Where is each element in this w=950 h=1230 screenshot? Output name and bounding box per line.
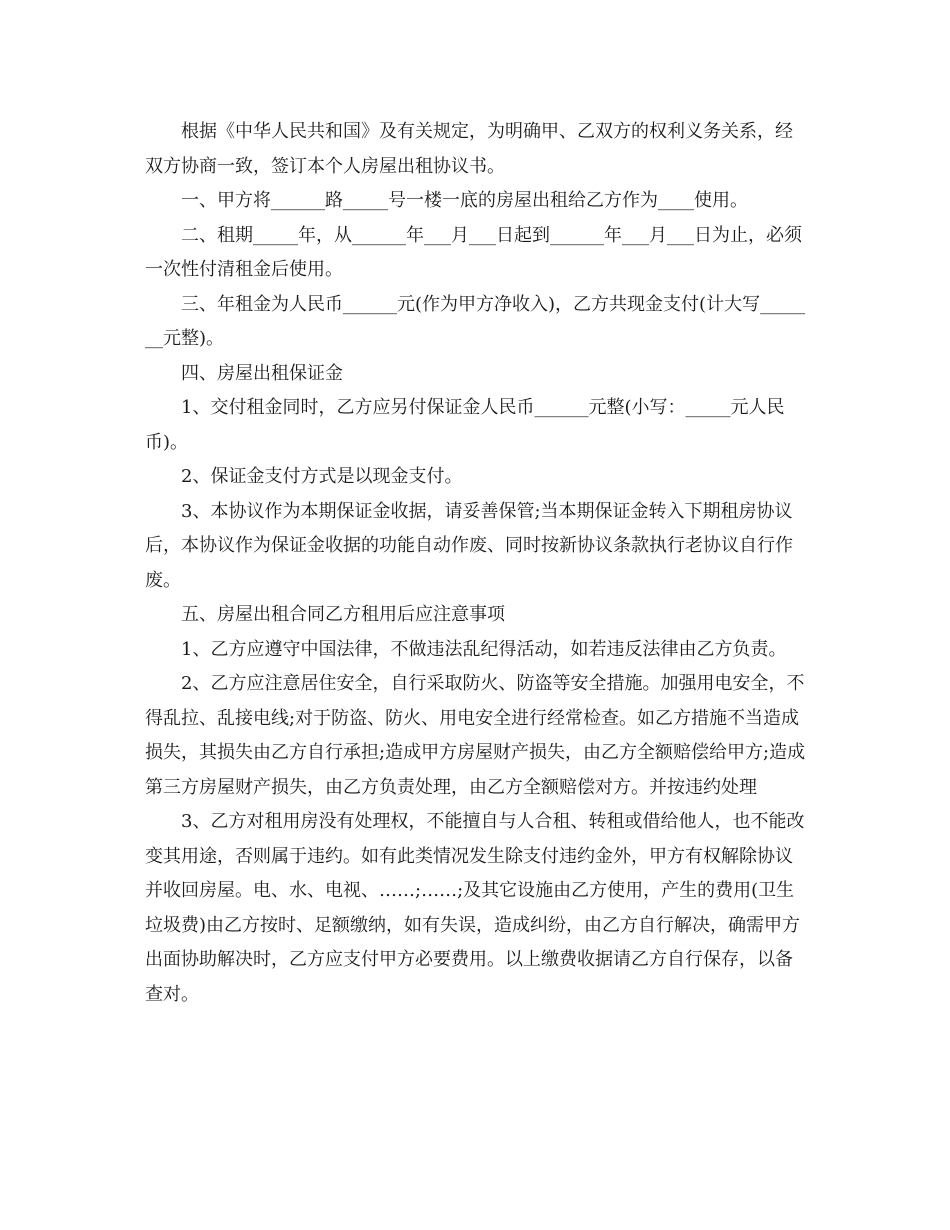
document-body (145, 115, 810, 1012)
paragraph-preamble: 根据《中华人民共和国》及有关规定，为明确甲、乙双方的权利义务关系，经双方协商一致，签订本个人房屋出租协议书。 (145, 121, 793, 177)
paragraph-notes-3: 3、乙方对租用房没有处理权，不能擅自与人合租、转租或借给他人，也不能改变其用途，否则属于违约。如有此类情况发生除支付违约金外，甲方有权解除协议并收回房屋。电、水、电视、……;……;及其它设施由乙方使用，产生的费用(卫生垃圾费)由乙方按时、足额缴纳，如有失误，造成纠纷，由乙方自行解决，确需甲方出面协助解决时，乙方应支付甲方必要费用。以上缴费收据请乙方自行保存，以备查对。 (145, 811, 805, 1005)
paragraph-deposit-2: 2、保证金支付方式是以现金支付。 (181, 466, 463, 487)
paragraph-clause-2: 二、租期_____年，从______年___月___日起到______年___月___日为止，必须一次性付清租金后使用。 (145, 224, 802, 280)
section-heading-deposit: 四、房屋出租保证金 (181, 362, 343, 384)
paragraph-notes-1: 1、乙方应遵守中国法律，不做违法乱纪得活动，如若违反法律由乙方负责。 (181, 638, 787, 660)
paragraph-clause-1: 一、甲方将______路_____号一楼一底的房屋出租给乙方作为____使用。 (181, 190, 748, 211)
section-heading-notes: 五、房屋出租合同乙方租用后应注意事项 (181, 604, 505, 625)
paragraph-deposit-1: 1、交付租金同时，乙方应另付保证金人民币______元整(小写：_____元人民币)。 (145, 397, 785, 453)
paragraph-clause-3: 三、年租金为人民币______元(作为甲方净收入)，乙方共现金支付(计大写_______元整)。 (145, 293, 806, 349)
paragraph-notes-2: 2、乙方应注意居住安全，自行采取防火、防盗等安全措施。加强用电安全，不得乱拉、乱接电线;对于防盗、防火、用电安全进行经常检查。如乙方措施不当造成损失，其损失由乙方自行承担;造成甲方房屋财产损失，由乙方全额赔偿给甲方;造成第三方房屋财产损失，由乙方负责处理，由乙方全额赔偿对方。并按违约处理 (145, 673, 806, 798)
paragraph-deposit-3: 3、本协议作为本期保证金收据，请妥善保管;当本期保证金转入下期租房协议后，本协议作为保证金收据的功能自动作废、同时按新协议条款执行老协议自行作废。 (145, 500, 793, 591)
